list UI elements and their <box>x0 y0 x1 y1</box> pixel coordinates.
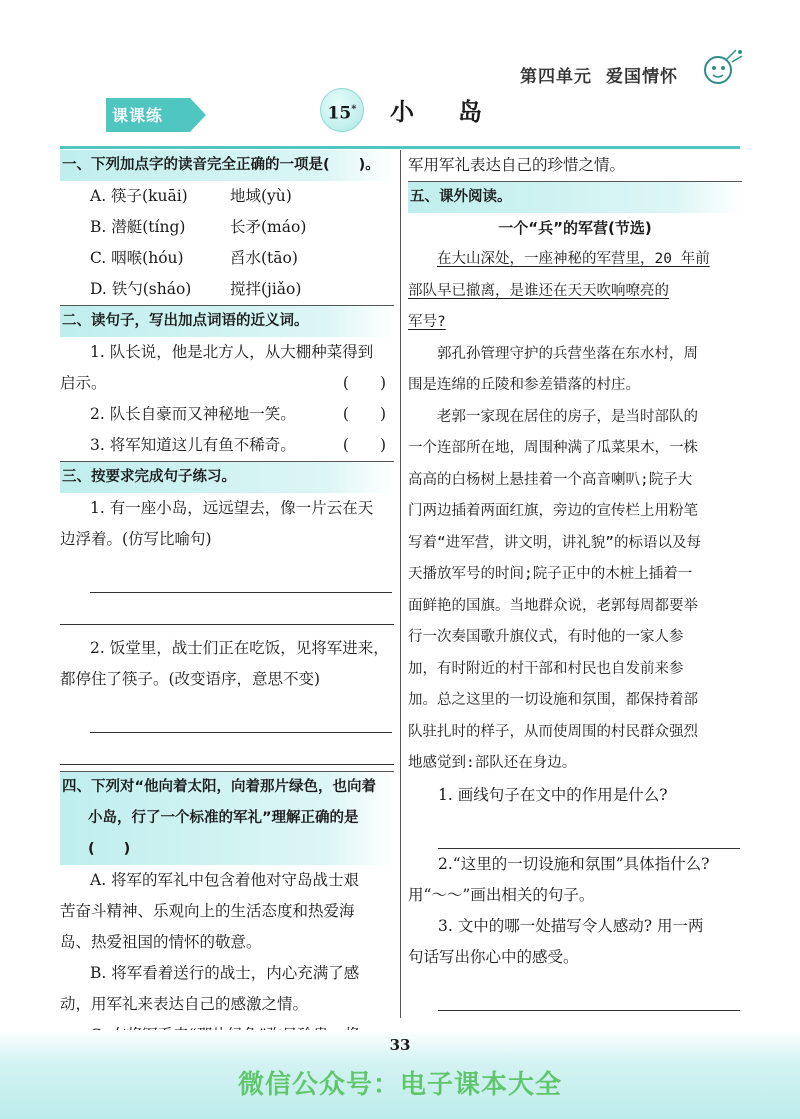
q4-option-c-cont: 军用军礼表达自己的珍惜之情。 <box>408 156 626 174</box>
story-line: 加。总之这里的一切设施和氛围，都保持着部 <box>408 692 698 708</box>
option-right: 搅拌(jiǎo) <box>230 280 302 298</box>
story-line: 面鲜艳的国旗。当地群众说，老郭每周都要举 <box>408 597 698 614</box>
q5-question-1: 1. 画线句子在文中的作用是什么? <box>438 785 668 804</box>
lesson-mark: * <box>351 104 357 115</box>
answer-paren[interactable]: ( ) <box>342 436 386 454</box>
story-line: 老郭一家现在居住的房子，是当时部队的 <box>437 408 698 425</box>
left-column <box>60 150 394 1051</box>
option-row <box>60 243 394 274</box>
q2-item-1: 1. 队长说，他是北方人，从大棚种菜得到 <box>90 343 374 361</box>
page-number: 33 <box>389 1036 411 1054</box>
section-2-heading: 二、读句子，写出加点词语的近义词。 <box>60 305 394 337</box>
answer-line[interactable] <box>90 555 392 593</box>
tag-label: 课课练 <box>112 106 164 125</box>
answer-line[interactable] <box>438 973 740 1011</box>
q2-item-2-text: 2. 队长自豪而又神秘地一笑。 <box>90 405 296 423</box>
story-line: 一个连部所在地，周围种满了瓜菜果木，一株 <box>408 440 698 456</box>
q2-item-3-text: 3. 将军知道这儿有鱼不稀奇。 <box>90 436 296 454</box>
section-4-heading <box>60 771 394 865</box>
q4-option-a-cont: 岛、热爱祖国的情怀的敬意。 <box>60 933 262 951</box>
q3-item-2: 2. 饭堂里，战士们正在吃饭，见将军进来， <box>90 639 389 657</box>
answer-line[interactable] <box>90 695 392 733</box>
column-divider <box>400 150 401 1018</box>
option-row <box>60 181 394 212</box>
story-line: 队驻扎时的样子，从而使周围的村民群众强烈 <box>408 723 698 740</box>
answer-paren[interactable]: ( ) <box>342 405 386 423</box>
story-line: 围是连绵的丘陵和参差错落的村庄。 <box>408 377 640 393</box>
section-4-heading-line3[interactable]: ( ) <box>88 841 131 857</box>
q4-option-b: B. 将军看着送行的战士，内心充满了感 <box>90 964 360 982</box>
answer-line[interactable] <box>60 733 394 765</box>
story-line: 高高的白杨树上悬挂着一个高音喇叭;院子大 <box>408 471 693 488</box>
q2-item-2 <box>60 399 394 430</box>
lesson-title: 小岛 <box>390 97 526 126</box>
option-right: 长矛(máo) <box>230 218 307 236</box>
q5-question-3-line2: 句话写出你心中的感受。 <box>408 947 579 966</box>
story-line: 写着“进军营，讲文明，讲礼貌”的标语以及每 <box>408 534 701 551</box>
q2-item-1-cont <box>60 368 394 399</box>
answer-line[interactable] <box>60 593 394 625</box>
option-left: C. 咽喉(hóu) <box>90 249 184 267</box>
story-line: 部队早已撤离，是谁还在天天吹响嘹亮的 <box>408 282 669 299</box>
section-1-heading: 一、下列加点字的读音完全正确的一项是( )。 <box>60 150 394 181</box>
section-3-heading: 三、按要求完成句子练习。 <box>60 461 394 493</box>
story-line: 行一次奏国歌升旗仪式，有时他的一家人参 <box>408 629 684 645</box>
q5-question-2-line2: 用“～～”画出相关的句子。 <box>408 885 595 904</box>
story-line: 加，有时附近的村干部和村民也自发前来参 <box>408 660 684 677</box>
story-line: 郭孔孙管理守护的兵营坐落在东水村，周 <box>437 345 698 362</box>
story-line: 军号? <box>408 314 446 330</box>
q5-question-2: 2.“这里的一切设施和氛围”具体指什么? <box>438 854 710 873</box>
option-right: 舀水(tāo) <box>230 249 298 267</box>
unit-header <box>520 62 692 87</box>
unit-label: 第四单元 <box>520 67 592 87</box>
section-4-heading-line2: 小岛，行了一个标准的军礼”理解正确的是 <box>88 810 359 826</box>
q4-option-a-cont: 苦奋斗精神、乐观向上的生活态度和热爱海 <box>60 902 355 920</box>
q5-question-3: 3. 文中的哪一处描写令人感动? 用一两 <box>438 916 704 935</box>
q2-item-3 <box>60 430 394 461</box>
answer-line[interactable] <box>438 811 740 849</box>
story-line: 地感觉到:部队还在身边。 <box>408 755 577 771</box>
option-left: A. 筷子(kuāi) <box>90 187 188 205</box>
story-line: 在大山深处，一座神秘的军营里，20 年前 <box>437 251 710 267</box>
answer-paren[interactable]: ( ) <box>342 374 386 392</box>
option-left: B. 潜艇(tíng) <box>90 218 186 236</box>
q4-option-a: A. 将军的军礼中包含着他对守岛战士艰 <box>90 871 360 889</box>
story-body <box>408 244 742 780</box>
q4-option-b-cont: 动，用军礼来表达自己的感激之情。 <box>60 995 309 1013</box>
option-right: 地域(yù) <box>230 187 292 205</box>
story-line: 天播放军号的时间;院子正中的木桩上插着一 <box>408 566 693 582</box>
q3-item-1: 1. 有一座小岛，远远望去，像一片云在天 <box>90 499 374 517</box>
option-row <box>60 274 394 305</box>
theme-label: 爱国情怀 <box>606 67 678 87</box>
lesson-number-badge <box>320 88 364 132</box>
q2-item-1-line2: 启示。 <box>60 374 107 392</box>
story-line: 门两边插着两面红旗，旁边的宣传栏上用粉笔 <box>408 503 698 519</box>
mascot-icon <box>696 44 748 96</box>
option-left: D. 铁勺(sháo) <box>90 280 192 298</box>
q3-item-2-line2: 都停住了筷子。(改变语序，意思不变) <box>60 670 321 688</box>
right-column <box>408 150 742 1043</box>
section-4-heading-line1: 四、下列对“他向着太阳，向着那片绿色，也向着 <box>62 779 377 795</box>
wechat-watermark: 微信公众号：电子课本大全 <box>237 1070 562 1100</box>
story-title: 一个“兵”的军营(节选) <box>498 219 652 237</box>
section-5-heading: 五、课外阅读。 <box>408 181 742 213</box>
option-row <box>60 212 394 243</box>
header-rule <box>60 146 740 149</box>
q3-item-1-line2: 边浮着。(仿写比喻句) <box>60 530 212 548</box>
lesson-number: 15 <box>327 103 352 124</box>
